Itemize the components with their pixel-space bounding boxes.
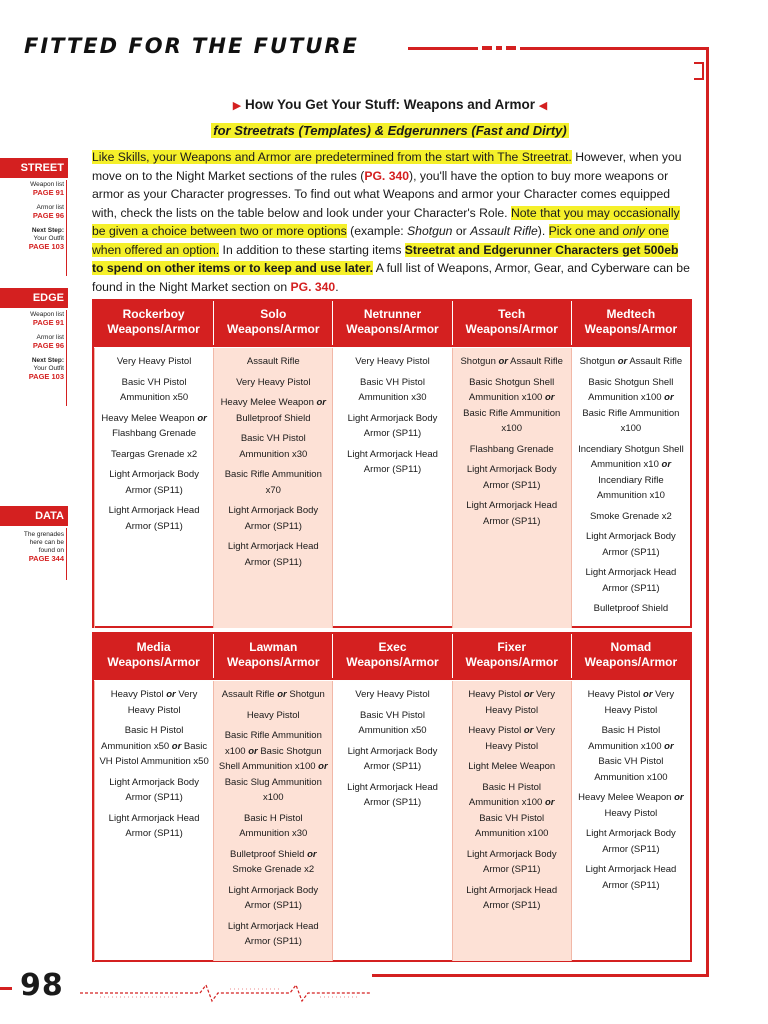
page-header-title: FITTED FOR THE FUTURE [24,34,359,58]
body-paragraph [92,148,692,296]
frame-right-rule [706,47,709,977]
equipment-item: Bulletproof Shield or Smoke Grenade x2 [229,848,317,875]
sidebar-data [0,506,68,563]
equipment-item: Heavy Pistol or Very Heavy Pistol [110,689,198,716]
header-dash [482,46,492,50]
role-equipment-cell [571,348,690,628]
sidebar-divider [66,528,67,580]
sidebar-edge [0,288,68,381]
sidebar-page-ref[interactable]: PAGE 91 [32,188,64,197]
sidebar-note-label: Weapon list [30,311,64,318]
equipment-item: Very Heavy Pistol [116,356,192,367]
equipment-item: Basic Rifle Ammunition x100 or Basic Shotgun Shell Ammunition x100 or Basic Slug Ammunition x100 [218,730,328,803]
triangle-right-icon: ▶ [232,100,242,112]
column-subtitle: Weapons/Armor [346,655,439,669]
role-column-header [332,634,451,678]
body-text: ). [537,224,549,238]
body-text: A full list of Weapons, Armor, Gear, and Cyberware can be found in the Night Market section on [92,261,690,294]
column-subtitle: Weapons/Armor [584,655,678,669]
equipment-item: Basic VH Pistol Ammunition x30 [358,376,427,403]
sidebar-note [0,531,68,563]
equipment-item: Light Armorjack Body Armor (SP11) [109,776,199,803]
equipment-item: Light Armorjack Head Armor (SP11) [108,812,200,839]
sidebar-note [0,357,68,381]
equipment-item: Basic H Pistol Ammunition x100 or Basic VH Pistol Ammunition x100 [588,725,674,783]
sidebar-note-label: Armor list [36,334,64,341]
role-equipment-cell [332,348,451,628]
equipment-item: Very Heavy Pistol [355,689,430,700]
role-column-header [452,634,571,678]
or-keyword: or [674,792,684,803]
footer-glitch-decoration [80,982,370,1004]
equipment-item: Light Armorjack Head Armor (SP11) [227,541,319,568]
or-keyword: or [664,392,674,403]
equipment-item: Light Armorjack Body Armor (SP11) [586,828,676,855]
equipment-item: Light Armorjack Head Armor (SP11) [108,505,200,532]
or-keyword: or [544,392,555,403]
weapons-table-1 [92,299,692,628]
role-column-header [213,634,332,678]
role-name: Tech [498,307,526,321]
equipment-item: Very Heavy Pistol [236,376,311,388]
equipment-item: Light Armorjack Body Armor (SP11) [347,745,438,772]
page-reference-link[interactable]: PG. 340 [290,279,336,294]
equipment-item: Light Armorjack Body Armor (SP11) [586,531,676,558]
equipment-item: Heavy Pistol or Very Heavy Pistol [468,725,555,752]
equipment-item: Incendiary Shotgun Shell Ammunition x10 or Incendiary Rifle Ammunition x10 [578,443,684,501]
column-subtitle: Weapons/Armor [227,322,320,336]
section-heading [92,97,688,112]
sidebar-page-ref[interactable]: PAGE 96 [32,211,64,220]
sidebar-page-ref[interactable]: PAGE 103 [28,372,64,381]
role-name: Exec [378,640,407,654]
body-text: or [452,224,471,238]
sidebar-note-label: Armor list [36,204,64,211]
or-keyword: or [171,740,182,752]
role-equipment-cell [94,681,213,961]
column-subtitle: Weapons/Armor [465,655,558,669]
section-subheading [92,122,688,140]
equipment-item: Heavy Melee Weapon or Flashbang Grenade [101,412,207,439]
equipment-item: Light Armorjack Head Armor (SP11) [585,864,677,891]
sidebar-street [0,158,68,251]
equipment-item: Basic H Pistol Ammunition x50 or Basic VH Pistol Ammunition x50 [99,725,209,767]
role-name: Media [136,640,171,654]
or-keyword: or [664,740,674,752]
role-column-header [94,634,213,678]
column-subtitle: Weapons/Armor [107,655,200,669]
equipment-item: Basic VH Pistol Ammunition x30 [239,433,308,460]
sidebar-page-ref[interactable]: PAGE 96 [32,341,64,350]
sidebar-note [0,181,68,197]
equipment-item: Light Armorjack Body Armor (SP11) [347,412,438,439]
frame-corner-notch [694,62,704,80]
sidebar-page-ref[interactable]: PAGE 344 [28,554,64,563]
or-keyword: or [277,689,287,700]
equipment-item: Basic Shotgun Shell Ammunition x100 or Basic Rifle Ammunition x100 [582,376,680,434]
equipment-item: Heavy Pistol [246,709,300,721]
sidebar-note-label: Your Outfit [33,365,64,372]
role-equipment-cell [94,348,213,628]
role-name: Nomad [610,640,652,654]
role-name: Lawman [249,640,298,654]
equipment-item: Basic VH Pistol Ammunition x50 [120,376,189,403]
sidebar-tab-data: DATA [0,506,68,526]
or-keyword: or [316,397,326,408]
role-name: Netrunner [363,307,422,321]
body-italic-text: Shotgun [407,224,453,238]
or-keyword: or [617,356,628,367]
page-number: 98 [20,968,64,1003]
body-text: one when offered an option. [92,224,669,257]
body-text: In addition to these starting items [219,242,405,257]
column-subtitle: Weapons/Armor [107,322,200,336]
column-subtitle: Weapons/Armor [227,655,320,669]
triangle-left-icon: ◀ [538,100,548,112]
equipment-item: Light Armorjack Body Armor (SP11) [228,884,319,911]
equipment-item: Light Armorjack Head Armor (SP11) [466,884,558,911]
body-italic-text: Assault Rifle [470,224,538,238]
sidebar-note-bold: Next Step: [31,227,64,234]
sidebar-note-bold: Next Step: [31,357,64,364]
page-reference-link[interactable]: PG. 340 [364,168,410,183]
role-column-header [213,301,332,345]
equipment-item: Smoke Grenade x2 [589,510,672,522]
equipment-item: Heavy Pistol or Very Heavy Pistol [468,689,555,716]
equipment-item: Very Heavy Pistol [355,356,430,367]
role-column-header [571,634,690,678]
highlighted-text: Note that you may occasionally be given a choice between two or more options [92,205,680,238]
or-keyword: or [643,689,653,700]
frame-top-rule [520,47,709,50]
equipment-item: Light Armorjack Body Armor (SP11) [109,469,199,496]
or-keyword: or [544,797,555,808]
column-subtitle: Weapons/Armor [465,322,558,336]
equipment-item: Shotgun or Assault Rifle [460,356,563,367]
sidebar-note [0,227,68,251]
equipment-item: Light Armorjack Body Armor (SP11) [466,848,557,875]
body-text: (example: [346,224,408,238]
header-rule [408,47,478,50]
role-equipment-cell [332,681,451,961]
role-column-header [332,301,451,345]
equipment-item: Light Melee Weapon [468,761,556,772]
sidebar-divider [66,180,67,276]
page-number-rule [0,987,12,990]
equipment-item: Light Armorjack Body Armor (SP11) [466,464,557,491]
sidebar-tab-edge: EDGE [0,288,68,308]
role-name: Medtech [606,307,656,321]
column-subtitle: Weapons/Armor [584,322,678,336]
equipment-item: Basic H Pistol Ammunition x30 [239,812,308,839]
role-column-header [452,301,571,345]
or-keyword: or [197,412,207,424]
or-keyword: or [166,689,176,700]
sidebar-page-ref[interactable]: PAGE 103 [28,242,64,251]
role-column-header [94,301,213,345]
header-dash [496,46,502,50]
equipment-item: Basic H Pistol Ammunition x100 or Basic VH Pistol Ammunition x100 [468,781,555,839]
or-keyword: or [661,459,672,470]
sidebar-note [0,311,68,327]
equipment-item: Basic Shotgun Shell Ammunition x100 or Basic Rifle Ammunition x100 [463,376,561,434]
equipment-item: Teargas Grenade x2 [111,448,198,460]
role-equipment-cell [213,681,332,961]
highlighted-bold-text: Streetrat and Edgerunner Characters get 500eb to spend on other items or to keep and use later. [92,242,679,275]
sidebar-divider [66,310,67,406]
sidebar-note-label: Weapon list [30,181,64,188]
role-name: Solo [260,307,287,321]
body-text: Pick one and [548,224,623,238]
frame-bottom-rule [372,974,709,977]
equipment-item: Light Armorjack Head Armor (SP11) [227,920,319,947]
or-keyword: or [307,848,317,860]
column-subtitle: Weapons/Armor [346,322,439,336]
body-text: ), you'll have the option to buy more weapons or armor as your Character progresses. To find out what Weapons and armor your Character comes equipped with, check the lists on the table below and look under your Character's Role. [92,168,671,220]
equipment-item: Basic VH Pistol Ammunition x50 [358,709,427,736]
sidebar-tab-street: STREET [0,158,68,178]
equipment-item: Heavy Melee Weapon or Bulletproof Shield [220,397,326,424]
or-keyword: or [523,725,534,736]
equipment-item: Flashbang Grenade [469,443,554,455]
role-equipment-cell [452,681,571,961]
equipment-item: Light Armorjack Head Armor (SP11) [347,781,438,808]
body-text: However, when you move on to the Night Market sections of the rules ( [92,150,682,183]
equipment-item: Heavy Melee Weapon or Heavy Pistol [578,792,684,819]
equipment-item: Light Armorjack Body Armor (SP11) [228,505,319,532]
equipment-item: Assault Rifle [246,356,300,367]
equipment-item: Light Armorjack Head Armor (SP11) [466,500,558,527]
sidebar-note [0,204,68,220]
or-keyword: or [498,356,508,367]
or-keyword: or [248,745,258,757]
role-equipment-cell [571,681,690,961]
or-keyword: or [523,689,534,700]
equipment-item: Light Armorjack Head Armor (SP11) [347,448,438,475]
equipment-item: Assault Rifle or Shotgun [221,689,325,700]
equipment-item: Heavy Pistol or Very Heavy Pistol [587,689,675,716]
or-keyword: or [318,761,328,772]
role-name: Rockerboy [122,307,185,321]
header-dash [506,46,516,50]
highlighted-text: Like Skills, your Weapons and Armor are predetermined from the start with The Streetrat. [92,150,572,164]
equipment-item: Shotgun or Assault Rifle [579,356,683,367]
sidebar-note [0,334,68,350]
equipment-item: Light Armorjack Head Armor (SP11) [585,567,677,594]
role-equipment-cell [452,348,571,628]
equipment-item: Basic Rifle Ammunition x70 [224,469,322,496]
section-subheading-text: for Streetrats (Templates) & Edgerunners (Fast and Dirty) [213,123,567,138]
equipment-item: Bulletproof Shield [593,603,669,614]
role-name: Fixer [497,640,527,654]
body-italic-text: only [622,224,645,238]
role-column-header [571,301,690,345]
sidebar-page-ref[interactable]: PAGE 91 [32,318,64,327]
section-heading-text: How You Get Your Stuff: Weapons and Armor [244,97,535,112]
role-equipment-cell [213,348,332,628]
weapons-table-2 [92,632,692,962]
sidebar-note-label: Your Outfit [33,235,64,242]
sidebar-note-label: The grenades here can be found on [23,531,64,554]
body-text: . [335,279,339,294]
